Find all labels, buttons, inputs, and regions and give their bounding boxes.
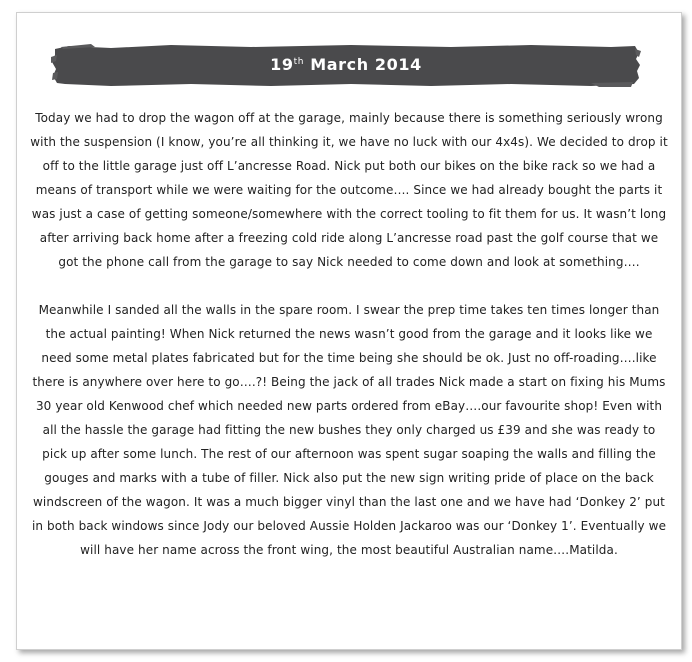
date-banner xyxy=(51,43,641,87)
paragraph-2: Meanwhile I sanded all the walls in the spare room. I swear the prep time takes ten times longer than the actual painting! When Nick returned the news wasn’t good from the garage and it looks like we need some metal plates fabricated but for the time being she should be ok. Just no off-roading….like there is anywhere over here to go….?! Being the jack of all trades Nick made a start on fixing his Mums 30 year old Kenwood chef which needed new parts ordered from eBay….our favourite shop! Even with all the hassle the garage had fitting the new bushes they only charged us £39 and she was ready to pick up after some lunch. The rest of our afternoon was spent sugar soaping the walls and filling the gouges and marks with a tube of filler. Nick also put the new sign writing pride of place on the back windscreen of the wagon. It was a much bigger vinyl than the last one and we have had ‘Donkey 2’ put in both back windows since Jody our beloved Aussie Holden Jackaroo was our ‘Donkey 1’. Eventually we will have her name across the front wing, the most beautiful Australian name….Matilda. xyxy=(31,303,667,557)
post-body xyxy=(29,106,669,562)
date-day: 19 xyxy=(270,55,294,74)
date-month-year: March 2014 xyxy=(304,55,422,74)
date-day-suffix: th xyxy=(293,57,305,67)
paragraph-1: Today we had to drop the wagon off at the garage, mainly because there is something seriously wrong with the suspension (I know, you’re all thinking it, we have no luck with our 4x4s). We decided to drop it off to the little garage just off L’ancresse Road. Nick put both our bikes on the bike rack so we had a means of transport while we were waiting for the outcome…. Since we had already bought the parts it was just a case of getting someone/somewhere with the correct tooling to fit them for us. It wasn’t long after arriving back home after a freezing cold ride along L’ancresse road past the golf course that we got the phone call from the garage to say Nick needed to come down and look at something…. xyxy=(30,111,668,269)
post-date-title xyxy=(51,43,641,87)
journal-card xyxy=(16,12,682,650)
